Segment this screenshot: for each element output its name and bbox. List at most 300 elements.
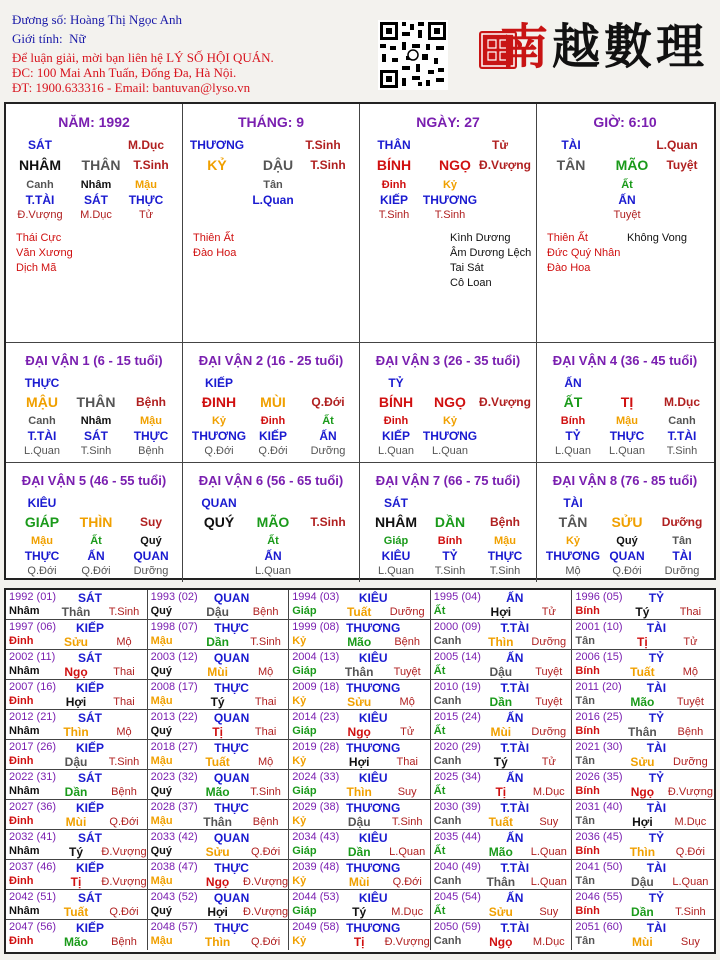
- hidden-stem: Bính: [437, 535, 463, 547]
- pillar-branch-phase: Tuyệt: [666, 158, 698, 172]
- annual-star: TỶ: [648, 891, 665, 905]
- pillar-stem-star: THƯƠNG: [189, 138, 245, 152]
- annual-cell: [289, 740, 431, 770]
- annual-star: TÀI: [646, 621, 667, 635]
- pillar-cell: [537, 104, 714, 342]
- annual-branch: Ngọ: [347, 725, 371, 739]
- annual-star: TỶ: [648, 831, 665, 845]
- annual-star: THƯƠNG: [346, 621, 401, 635]
- dai-van-stem: TÂN: [558, 514, 588, 530]
- dai-van-title: ĐẠI VẬN 6 (56 - 65 tuổi): [198, 473, 344, 488]
- annual-cell: [431, 770, 573, 800]
- annual-cell: [6, 860, 148, 890]
- hidden-star: THƯƠNG: [545, 549, 601, 563]
- annual-year: 2028 (37): [150, 801, 198, 813]
- annual-branch: Dậu: [347, 815, 371, 829]
- annual-year: 1996 (05): [575, 591, 623, 603]
- annual-star: ẤN: [506, 771, 524, 785]
- annual-year: 2039 (48): [292, 861, 340, 873]
- annual-star: KIÊU: [358, 711, 388, 725]
- dai-van-stem: GIÁP: [24, 514, 60, 530]
- annual-star: TỶ: [648, 591, 665, 605]
- annual-year: 2047 (56): [9, 921, 57, 933]
- dai-van-phase: Đ.Vượng: [479, 395, 531, 409]
- shensha-item: Thái Cực: [16, 232, 62, 244]
- annual-cell: [6, 680, 148, 710]
- annual-phase: Suy: [539, 816, 559, 828]
- annual-branch: Thìn: [346, 785, 372, 799]
- annual-star: THƯƠNG: [346, 921, 401, 935]
- annual-star: SÁT: [78, 651, 102, 665]
- annual-cell: [148, 710, 290, 740]
- annual-star: THỰC: [214, 681, 249, 695]
- annual-star: THỰC: [214, 861, 249, 875]
- annual-branch: Thân: [61, 605, 91, 619]
- annual-cell: [431, 590, 573, 620]
- annual-stem: Ất: [433, 905, 446, 917]
- dai-van-cell: [537, 343, 714, 462]
- annual-star: THƯƠNG: [346, 801, 401, 815]
- annual-phase: T.Sinh: [391, 816, 423, 828]
- hidden-star: THỰC: [133, 429, 169, 443]
- hidden-phase: L.Quan: [377, 445, 415, 457]
- annual-branch: Ngọ: [205, 875, 230, 889]
- annual-branch: Hợi: [207, 905, 228, 919]
- hidden-star: KIÊU: [381, 549, 411, 563]
- annual-stem: Đinh: [9, 875, 34, 887]
- pillar-stem-star: TÀI: [561, 138, 581, 152]
- annual-branch: Tuất: [346, 605, 372, 619]
- annual-star: QUAN: [213, 711, 250, 725]
- annual-cell: [148, 890, 290, 920]
- annual-year: 2051 (60): [575, 921, 623, 933]
- annual-cell: [572, 650, 714, 680]
- annual-phase: Tử: [541, 606, 556, 618]
- annual-stem: Mậu: [150, 695, 173, 707]
- annual-year: 2035 (44): [433, 831, 481, 843]
- annual-cell: [6, 800, 148, 830]
- annual-star: KIÊU: [358, 891, 388, 905]
- hidden-star: ẤN: [87, 549, 105, 563]
- annual-phase: Bệnh: [111, 786, 137, 798]
- annual-branch: Hợi: [348, 755, 370, 769]
- annual-branch: Dậu: [631, 875, 654, 889]
- annual-branch: Mùi: [490, 725, 512, 739]
- annual-star: T.TÀI: [500, 741, 530, 755]
- annual-stem: Bính: [575, 725, 600, 737]
- annual-phase: L.Quan: [672, 876, 709, 888]
- name-label: Đương số:: [12, 12, 67, 27]
- annual-phase: Suy: [680, 936, 700, 948]
- annual-stem: Bính: [575, 665, 600, 677]
- annual-stem: Nhâm: [9, 845, 40, 857]
- annual-stem: Tân: [575, 875, 595, 887]
- annual-phase: Tuyệt: [535, 696, 563, 708]
- hidden-phase: T.Sinh: [489, 565, 521, 577]
- annual-cell: [431, 740, 573, 770]
- annual-stem: Mậu: [150, 875, 173, 887]
- annual-star: SÁT: [78, 591, 102, 605]
- hidden-stem: Quý: [616, 535, 638, 547]
- hidden-stem: Đinh: [260, 415, 286, 427]
- annual-year: 2048 (57): [150, 921, 198, 933]
- annual-year: 2021 (30): [575, 741, 623, 753]
- annual-stem: Bính: [575, 785, 600, 797]
- annual-star: SÁT: [78, 891, 102, 905]
- shensha-item: Thiên Ất: [193, 232, 234, 244]
- qr-code-icon: [378, 20, 448, 90]
- annual-cell: [289, 620, 431, 650]
- hidden-star: T.TÀI: [25, 193, 55, 207]
- shensha-item: Dịch Mã: [16, 262, 57, 274]
- hidden-stem: Tân: [672, 535, 692, 547]
- annual-cell: [431, 890, 573, 920]
- hidden-stem: Bính: [560, 415, 586, 427]
- hidden-stem: Canh: [26, 179, 54, 191]
- pillar-stem-phase: L.Quan: [656, 138, 698, 152]
- annual-year: 2001 (10): [575, 621, 623, 633]
- dai-van-stem: NHÂM: [375, 514, 417, 530]
- annual-phase: Tuyệt: [393, 666, 421, 678]
- annual-phase: Thai: [113, 696, 135, 708]
- annual-star: TÀI: [646, 861, 667, 875]
- annual-phase: M.Dục: [391, 906, 424, 918]
- annual-star: T.TÀI: [500, 621, 530, 635]
- annual-phase: Dưỡng: [531, 636, 567, 648]
- annual-year: 2022 (31): [9, 771, 57, 783]
- annual-branch: Ngọ: [64, 665, 88, 679]
- annual-phase: Thai: [396, 756, 418, 768]
- annual-star: TÀI: [646, 921, 667, 935]
- annual-branch: Mão: [630, 695, 655, 709]
- annual-stem: Canh: [433, 935, 462, 947]
- annual-star: THƯƠNG: [346, 861, 401, 875]
- hidden-star: TÀI: [672, 549, 692, 563]
- dai-van-title: ĐẠI VẬN 3 (26 - 35 tuổi): [375, 353, 521, 368]
- dai-van-cell: [537, 463, 714, 582]
- annual-stem: Kỷ: [292, 695, 307, 707]
- annual-phase: Q.Đới: [109, 906, 139, 918]
- dai-van-stem: ĐINH: [201, 394, 237, 410]
- hidden-star: TỶ: [442, 549, 458, 563]
- shensha-item: Đào Hoa: [547, 262, 591, 274]
- annual-branch: Tuất: [63, 905, 89, 919]
- annual-phase: Mộ: [399, 696, 415, 708]
- annual-phase: T.Sinh: [250, 636, 281, 648]
- annual-branch: Dậu: [206, 605, 229, 619]
- annual-year: 1994 (03): [292, 591, 340, 603]
- annual-year: 2016 (25): [575, 711, 623, 723]
- hidden-star: THƯƠNG: [191, 429, 247, 443]
- shensha-item: Cô Loan: [450, 277, 492, 289]
- annual-star: THƯƠNG: [346, 681, 401, 695]
- hidden-star: KIẾP: [381, 429, 411, 443]
- pillar-cell: [360, 104, 537, 342]
- annual-star: KIÊU: [358, 651, 388, 665]
- annual-year: 2024 (33): [292, 771, 340, 783]
- annual-branch: Thân: [628, 725, 657, 739]
- hidden-phase: Q.Đới: [258, 445, 288, 457]
- annual-year: 2013 (22): [150, 711, 198, 723]
- hidden-star: THỰC: [24, 549, 60, 563]
- hidden-stem: Canh: [668, 415, 696, 427]
- annual-branch: Sửu: [630, 755, 655, 769]
- annual-cell: [572, 830, 714, 860]
- annual-phase: Thai: [679, 606, 702, 618]
- annual-cell: [289, 680, 431, 710]
- annual-year: 2019 (28): [292, 741, 340, 753]
- hidden-stem: Tân: [263, 179, 283, 191]
- annual-stem: Mậu: [150, 635, 173, 647]
- annual-cell: [289, 830, 431, 860]
- annual-star: THỰC: [214, 801, 249, 815]
- annual-phase: Bệnh: [252, 606, 279, 618]
- dai-van-stem: BÍNH: [378, 394, 414, 410]
- annual-branch: Tuất: [630, 665, 655, 679]
- hidden-stem: Đinh: [383, 415, 409, 427]
- dai-van-cell: [6, 343, 183, 462]
- hidden-stem: Ất: [267, 535, 279, 547]
- annual-stem: Canh: [433, 695, 462, 707]
- annual-phase: Bệnh: [252, 816, 279, 828]
- annual-cell: [431, 860, 573, 890]
- annual-star: TỶ: [648, 651, 665, 665]
- annual-star: ẤN: [506, 711, 524, 725]
- annual-cell: [572, 710, 714, 740]
- annual-year: 2027 (36): [9, 801, 57, 813]
- annual-phase: Đ.Vượng: [243, 906, 289, 918]
- annual-branch: Dậu: [489, 665, 513, 679]
- address-line: ĐC: 100 Mai Anh Tuấn, Đống Đa, Hà Nội.: [12, 65, 237, 80]
- hidden-phase: L.Quan: [377, 565, 415, 577]
- annual-star: KIẾP: [75, 861, 105, 875]
- annual-cell: [572, 860, 714, 890]
- annual-phase: T.Sinh: [108, 606, 140, 618]
- annual-year: 2017 (26): [9, 741, 57, 753]
- dai-van-branch: TỊ: [620, 394, 634, 410]
- hidden-stem: Kỷ: [565, 535, 581, 547]
- annual-branch: Thìn: [488, 635, 514, 649]
- annual-stem: Giáp: [292, 605, 317, 617]
- annual-phase: Đ.Vượng: [243, 876, 289, 888]
- annual-stem: Quý: [150, 785, 172, 797]
- annual-stem: Tân: [575, 935, 595, 947]
- dai-van-title: ĐẠI VẬN 5 (46 - 55 tuổi): [21, 473, 167, 488]
- annual-cell: [289, 890, 431, 920]
- annual-cell: [148, 770, 290, 800]
- annual-cell: [431, 650, 573, 680]
- hidden-star: ẤN: [319, 429, 337, 443]
- hidden-star: THƯƠNG: [422, 429, 478, 443]
- logo-text: 南越數理: [500, 19, 709, 75]
- annual-cell: [148, 590, 290, 620]
- annual-year: 2040 (49): [433, 861, 481, 873]
- annual-star: QUAN: [213, 771, 250, 785]
- annual-branch: Mão: [488, 845, 513, 859]
- gender-line: [12, 31, 86, 47]
- pillar-branch: MÃO: [615, 157, 649, 173]
- annual-phase: T.Sinh: [108, 756, 140, 768]
- annual-cell: [6, 710, 148, 740]
- shensha-item: Thiên Ất: [547, 232, 588, 244]
- annual-phase: Mộ: [682, 666, 699, 678]
- annual-phase: L.Quan: [389, 846, 426, 858]
- annual-stem: Bính: [575, 905, 600, 917]
- annual-year: 2003 (12): [150, 651, 198, 663]
- annual-year: 2020 (29): [433, 741, 481, 753]
- shensha-item: Không Vong: [627, 232, 687, 244]
- annual-branch: Tý: [210, 695, 225, 709]
- pillar-branch: DẬU: [262, 157, 294, 173]
- annual-stem: Đinh: [9, 695, 34, 707]
- annual-cell: [148, 620, 290, 650]
- annual-phase: Bệnh: [394, 636, 421, 648]
- annual-star: ẤN: [506, 891, 524, 905]
- hidden-star: SÁT: [84, 429, 108, 443]
- annual-branch: Dần: [347, 845, 371, 859]
- annual-year: 2041 (50): [575, 861, 623, 873]
- annual-cell: [431, 920, 573, 950]
- pillar-stem-phase: T.Sinh: [305, 138, 341, 152]
- annual-stem: Đinh: [9, 935, 34, 947]
- annual-stem: Tân: [575, 815, 595, 827]
- annual-year: 2042 (51): [9, 891, 57, 903]
- annual-branch: Mùi: [65, 815, 87, 829]
- annual-branch: Thân: [344, 665, 374, 679]
- hidden-star: L.Quan: [252, 193, 294, 207]
- hidden-star: T.TÀI: [667, 429, 697, 443]
- annual-stem: Mậu: [150, 755, 173, 767]
- annual-year: 2026 (35): [575, 771, 623, 783]
- pillar-title: NGÀY: 27: [416, 114, 480, 130]
- annual-phase: Tuyệt: [535, 666, 563, 678]
- annual-branch: Thìn: [63, 725, 89, 739]
- annual-phase: Q.Đới: [675, 846, 705, 858]
- annual-year: 2015 (24): [433, 711, 481, 723]
- annual-year: 2023 (32): [150, 771, 198, 783]
- person-name: Hoàng Thị Ngọc Anh: [69, 12, 183, 27]
- annual-phase: Q.Đới: [392, 876, 422, 888]
- annual-year: 2004 (13): [292, 651, 340, 663]
- hidden-phase: Bệnh: [138, 445, 164, 457]
- dai-van-branch: DẦN: [434, 514, 466, 530]
- annual-star: T.TÀI: [500, 681, 530, 695]
- pillar-branch: THÂN: [81, 157, 121, 173]
- dai-van-branch: MÃO: [256, 514, 290, 530]
- dai-van-phase: Bệnh: [490, 515, 520, 529]
- annual-stem: Mậu: [150, 935, 173, 947]
- hidden-star: KIẾP: [379, 193, 409, 207]
- annual-stem: Ất: [433, 725, 446, 737]
- annual-stem: Nhâm: [9, 605, 40, 617]
- annual-cell: [289, 710, 431, 740]
- annual-cell: [6, 830, 148, 860]
- annual-star: T.TÀI: [500, 801, 530, 815]
- pillar-branch: NGỌ: [439, 157, 471, 173]
- annual-phase: Bệnh: [111, 936, 137, 948]
- annual-phase: Dưỡng: [673, 756, 708, 768]
- annual-star: T.TÀI: [500, 861, 530, 875]
- dai-van-star: QUAN: [201, 496, 237, 510]
- annual-branch: Ngọ: [489, 935, 513, 949]
- annual-star: THỰC: [214, 741, 249, 755]
- dai-van-title: ĐẠI VẬN 2 (16 - 25 tuổi): [198, 353, 344, 368]
- annual-year: 2037 (46): [9, 861, 57, 873]
- annual-stem: Đinh: [9, 815, 34, 827]
- annual-cell: [148, 740, 290, 770]
- annual-phase: T.Sinh: [250, 786, 281, 798]
- contact-line: Để luận giải, mời bạn liên hệ LÝ SỐ HỘI QUÁN.: [12, 50, 274, 65]
- annual-cell: [6, 920, 148, 950]
- annual-cell: [572, 620, 714, 650]
- annual-branch: Tý: [493, 755, 508, 769]
- annual-stem: Tân: [575, 755, 595, 767]
- hidden-stem: Kỷ: [442, 179, 458, 191]
- annual-branch: Tị: [70, 875, 82, 889]
- annual-year: 2018 (27): [150, 741, 198, 753]
- annual-star: TÀI: [646, 741, 667, 755]
- annual-branch: Tý: [635, 605, 650, 619]
- annual-phase: Q.Đới: [109, 816, 139, 828]
- hidden-phase: Q.Đới: [27, 565, 57, 577]
- annual-phase: Dưỡng: [389, 606, 425, 618]
- annual-cell: [289, 800, 431, 830]
- pillar-stem: NHÂM: [19, 157, 61, 173]
- dai-van-branch: THÌN: [79, 514, 113, 530]
- hidden-star: SÁT: [84, 193, 108, 207]
- dai-van-title: ĐẠI VẬN 8 (76 - 85 tuổi): [552, 473, 698, 488]
- annual-year: 2005 (14): [433, 651, 481, 663]
- annual-star: THƯƠNG: [346, 741, 401, 755]
- annual-year: 2002 (11): [9, 651, 56, 663]
- annual-branch: Dần: [206, 635, 229, 649]
- annual-cell: [431, 710, 573, 740]
- hidden-stem: Mậu: [494, 535, 516, 547]
- annual-phase: Đ.Vượng: [667, 786, 713, 798]
- hidden-phase: Q.Đới: [612, 565, 642, 577]
- annual-year: 1997 (06): [9, 621, 57, 633]
- annual-stem: Kỷ: [292, 755, 307, 767]
- annual-cell: [289, 650, 431, 680]
- hidden-stem: Kỷ: [211, 415, 227, 427]
- hidden-star: TỶ: [565, 429, 581, 443]
- annual-stem: Ất: [433, 845, 446, 857]
- annual-branch: Tị: [495, 785, 507, 799]
- annual-star: THỰC: [214, 921, 249, 935]
- annual-year: 2009 (18): [292, 681, 340, 693]
- annual-branch: Thìn: [204, 935, 231, 949]
- hidden-stem: Mậu: [135, 179, 157, 191]
- annual-phase: Mộ: [257, 666, 274, 678]
- shensha-item: Văn Xương: [16, 247, 73, 259]
- annual-star: SÁT: [78, 831, 102, 845]
- annual-year: 2045 (54): [433, 891, 481, 903]
- annual-year: 2031 (40): [575, 801, 623, 813]
- hidden-star: QUAN: [609, 549, 645, 563]
- annual-star: KIẾP: [75, 801, 105, 815]
- annual-year: 2007 (16): [9, 681, 57, 693]
- annual-cell: [572, 920, 714, 950]
- pillar-stem-phase: M.Dục: [128, 138, 164, 152]
- annual-phase: Thai: [113, 666, 135, 678]
- annual-star: QUAN: [213, 651, 250, 665]
- annual-year: 1998 (07): [150, 621, 198, 633]
- annual-phase: Suy: [539, 906, 559, 918]
- dai-van-star: THỰC: [24, 376, 60, 390]
- dai-van-star: TỶ: [388, 376, 404, 390]
- hidden-phase: T.Sinh: [378, 209, 410, 221]
- annual-cell: [289, 860, 431, 890]
